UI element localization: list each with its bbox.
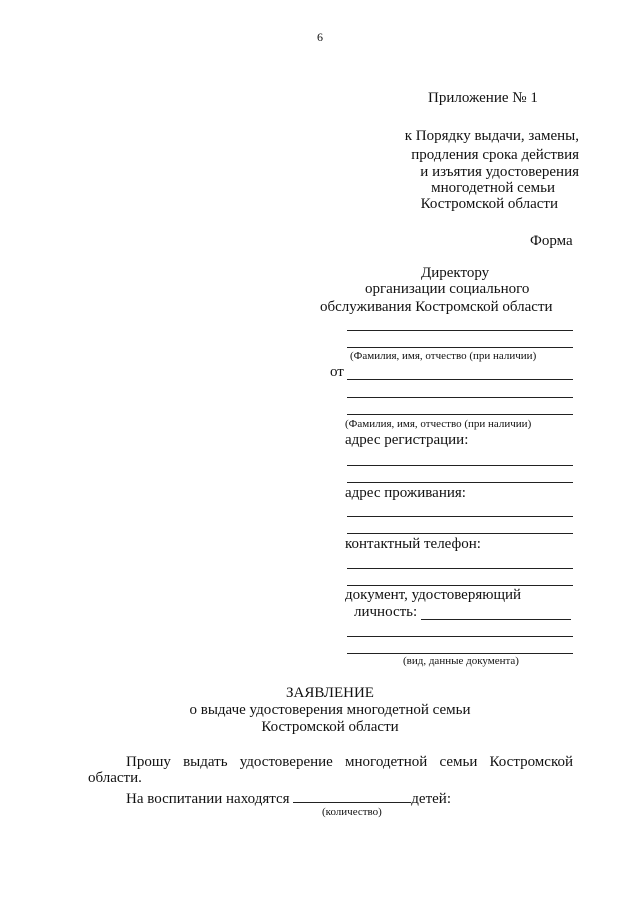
phone-label: контактный телефон: [345,536,481,552]
statement-subtitle-2: Костромской области [261,719,399,735]
statement-subtitle-1: о выдаче удостоверения многодетной семьи [189,702,471,718]
appendix-ref-line-3: и изъятия удостоверения [420,164,579,180]
from-name-line-2 [347,397,573,398]
addressee-line-2: организации социального [365,281,530,297]
from-name-line-3 [347,414,573,415]
children-count-blank [293,789,411,803]
addressee-name-hint: (Фамилия, имя, отчество (при наличии) [350,350,537,362]
from-label: от [330,364,344,380]
children-suffix: детей: [411,791,451,807]
children-line [126,789,451,808]
reg-address-line-1 [347,465,573,466]
children-prefix: На воспитании находятся [126,791,290,807]
from-name-hint: (Фамилия, имя, отчество (при наличии) [345,418,532,430]
form-label: Форма [530,233,573,249]
phone-line-1 [347,568,573,569]
appendix-ref-line-4: многодетной семьи [431,180,555,196]
doc-label-1: документ, удостоверяющий [345,587,522,603]
doc-label-2: личность: [354,604,418,620]
doc-line-3 [347,653,573,654]
live-address-line-2 [347,533,573,534]
request-line-2: области. [88,770,142,786]
statement-title: ЗАЯВЛЕНИЕ [286,685,374,701]
doc-line-2 [347,636,573,637]
doc-hint: (вид, данные документа) [403,655,519,667]
live-address-line-1 [347,516,573,517]
appendix-ref-line-2: продления срока действия [411,147,579,163]
addressee-line-1: Директору [421,265,490,281]
reg-address-label: адрес регистрации: [345,432,469,448]
live-address-label: адрес проживания: [345,485,466,501]
page-number: 6 [317,30,323,44]
doc-line-1 [421,619,571,620]
addressee-line-3: обслуживания Костромской области [320,299,553,315]
appendix-ref-line-5: Костромской области [420,196,558,212]
request-line-1: Прошу выдать удостоверение многодетной семьи Костромской [126,754,573,770]
phone-line-2 [347,585,573,586]
addressee-name-line-1 [347,330,573,331]
quantity-hint: (количество) [322,806,382,818]
from-name-line-1 [347,379,573,380]
addressee-name-line-2 [347,347,573,348]
reg-address-line-2 [347,482,573,483]
appendix-ref-line-1: к Порядку выдачи, замены, [404,128,579,144]
appendix-title: Приложение № 1 [428,90,538,106]
